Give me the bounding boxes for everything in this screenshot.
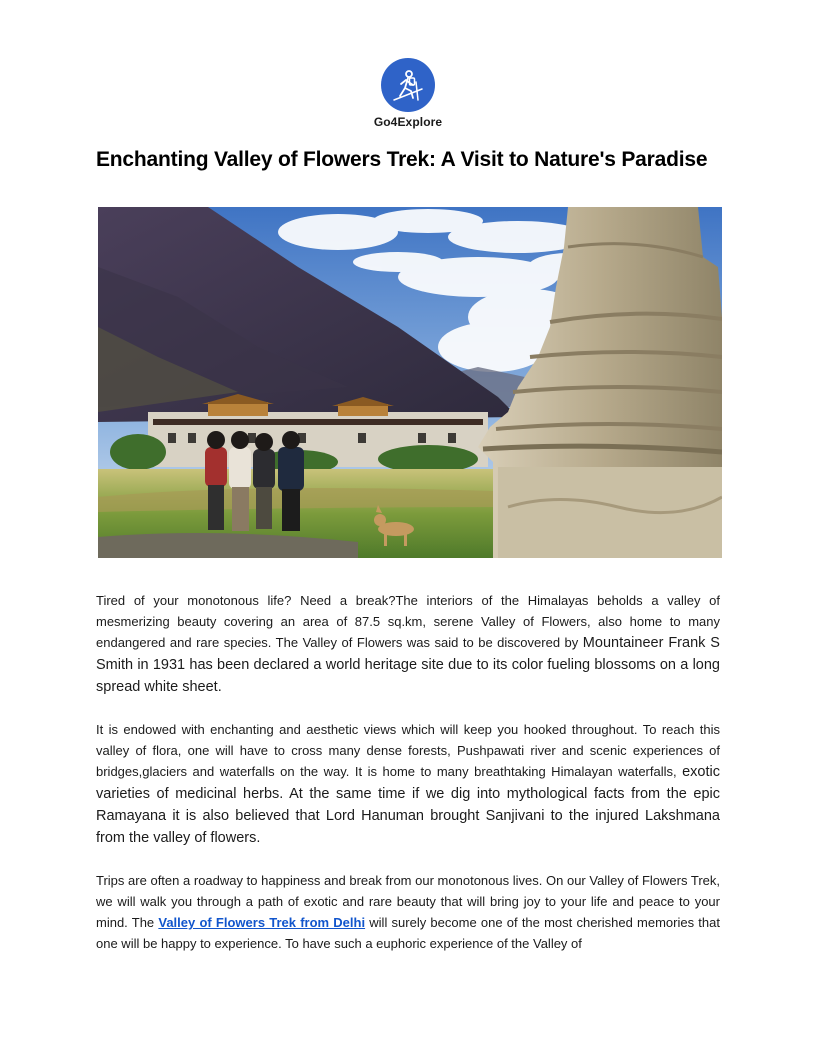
hiker-icon <box>381 58 435 112</box>
brand-name: Go4Explore <box>373 115 443 129</box>
trek-from-delhi-link[interactable]: Valley of Flowers Trek from Delhi <box>158 915 366 930</box>
hero-image <box>98 207 722 558</box>
page-title: Enchanting Valley of Flowers Trek: A Visit to Nature's Paradise <box>96 148 708 171</box>
trip-paragraph: Trips are often a roadway to happiness and break from our monotonous lives. On our Valley of Flowers Trek, we will walk you through a path of exotic and rare beauty that will bring joy to your life and peace to your mind. The Valley of Flowers Trek from Delhi will surely become one of the most cherished memories that one will be happy to experience. To have such a euphoric experience of the Valley of <box>96 873 720 951</box>
brand-logo[interactable] <box>370 58 446 132</box>
flora-paragraph: It is endowed with enchanting and aesthetic views which will keep you hooked throughout. To reach this valley of flora, one will have to cross many dense forests, Pushpawati river and scenic experiences of bridges,glaciers and waterfalls on the way. It is home to many breathtaking Himalayan waterfalls, exotic varieties of medicinal herbs. At the same time if we dig into mythological facts from the epic Ramayana it is also believed that Lord Hanuman brought Sanjivani to the injured Lakshmana from the valley of flowers. <box>96 722 720 846</box>
intro-paragraph: Tired of your monotonous life? Need a break?The interiors of the Himalayas beholds a valley of mesmerizing beauty covering an area of 87.5 sq.km, serene Valley of Flowers, also home to many endangered and rare species. The Valley of Flowers was said to be discovered by Mountaineer Frank S Smith in 1931 has been declared a world heritage site due to its color fueling blossoms on a long spread white sheet. <box>96 593 720 695</box>
